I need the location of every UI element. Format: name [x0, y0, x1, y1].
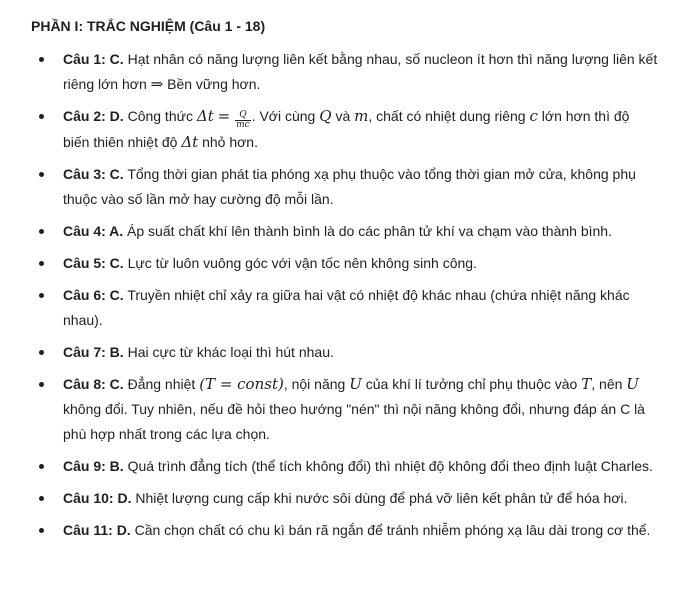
answer-list — [31, 47, 659, 543]
answer-text: Hạt nhân có năng lượng liên kết bằng nhau, số nucleon ít hơn thì năng lượng liên kết riêng lớn hơn — [63, 51, 658, 92]
answer-item-2 — [31, 104, 659, 155]
answer-text: , chất có nhiệt dung riêng — [368, 108, 526, 124]
answer-text: . Với cùng — [251, 108, 316, 124]
answer-label: Câu 9: B. — [63, 458, 124, 474]
bullet-icon — [39, 57, 44, 62]
answer-text: nhỏ hơn. — [202, 134, 258, 150]
bullet-icon — [39, 350, 44, 355]
bullet-icon — [39, 172, 44, 177]
answer-item-7 — [31, 340, 659, 365]
answer-text: và — [335, 108, 351, 124]
bullet-icon — [39, 382, 44, 387]
math-delta-t: Δt — [196, 107, 214, 125]
answer-text: , nên — [591, 376, 623, 392]
answer-text: Lực từ luôn vuông góc với vận tốc nên không sinh công. — [127, 255, 477, 271]
bullet-icon — [39, 293, 44, 298]
bullet-icon — [39, 464, 44, 469]
answer-label: Câu 8: C. — [63, 376, 124, 392]
answer-item-6 — [31, 283, 659, 333]
fraction-numerator: Q — [235, 111, 251, 121]
bullet-icon — [39, 528, 44, 533]
answer-label: Câu 7: B. — [63, 344, 124, 360]
answer-text: Áp suất chất khí lên thành bình là do các phân tử khí va chạm vào thành bình. — [127, 223, 612, 239]
answer-item-5 — [31, 251, 659, 276]
answer-text: Nhiệt lượng cung cấp khi nước sôi dùng để phá vỡ liên kết phân tử để hóa hơi. — [135, 490, 628, 506]
section-heading: PHẦN I: TRẮC NGHIỆM (Câu 1 - 18) — [31, 18, 266, 34]
math-fraction — [235, 111, 251, 130]
math-equals: = — [217, 107, 231, 125]
answer-item-10 — [31, 486, 659, 511]
answer-text: Đẳng nhiệt — [127, 376, 196, 392]
implies-arrow: ⇒ — [150, 75, 164, 93]
answer-text: Tổng thời gian phát tia phóng xạ phụ thuộc vào tổng thời gian mở cửa, không phụ thuộc vào số lần mở hay cường độ mỗi lần. — [63, 166, 636, 207]
math-q: Q — [319, 107, 332, 125]
answer-label: Câu 4: A. — [63, 223, 124, 239]
answer-label: Câu 6: C. — [63, 287, 124, 303]
answer-item-9 — [31, 454, 659, 479]
answer-item-11 — [31, 518, 659, 543]
answer-text: Công thức — [127, 108, 193, 124]
bullet-icon — [39, 229, 44, 234]
answer-item-1 — [31, 47, 659, 97]
answer-item-4 — [31, 219, 659, 244]
answer-label: Câu 1: C. — [63, 51, 124, 67]
bullet-icon — [39, 496, 44, 501]
answer-label: Câu 3: C. — [63, 166, 124, 182]
math-u: U — [626, 375, 639, 393]
math-u: U — [349, 375, 362, 393]
math-t: T — [581, 375, 592, 393]
answer-label: Câu 10: D. — [63, 490, 132, 506]
answer-text-tail: Bền vững hơn. — [167, 76, 261, 92]
math-m: m — [354, 107, 369, 125]
answer-label: Câu 11: D. — [63, 522, 131, 538]
answer-text: lớn hơn thì độ biến thiên nhiệt độ — [63, 108, 630, 150]
answer-text: Quá trình đẳng tích (thể tích không đổi) thì nhiệt độ không đổi theo định luật Charles. — [127, 458, 653, 474]
fraction-denominator: mc — [236, 120, 250, 130]
answer-text: Truyền nhiệt chỉ xảy ra giữa hai vật có nhiệt độ khác nhau (chứa nhiệt năng khác nhau). — [63, 287, 630, 328]
answer-item-3 — [31, 162, 659, 212]
bullet-icon — [39, 261, 44, 266]
answer-label: Câu 5: C. — [63, 255, 124, 271]
math-delta-t: Δt — [181, 133, 199, 151]
answer-text: Cần chọn chất có chu kì bán rã ngắn để tránh nhiễm phóng xạ lâu dài trong cơ thể. — [134, 522, 651, 538]
answer-text: Hai cực từ khác loại thì hút nhau. — [127, 344, 334, 360]
math-formula: (T = const) — [199, 375, 284, 393]
bullet-icon — [39, 114, 44, 119]
answer-label: Câu 2: D. — [63, 108, 124, 124]
math-c: c — [529, 107, 538, 125]
answer-text: , nội năng — [283, 376, 346, 392]
answer-item-8 — [31, 372, 659, 447]
answer-text: không đổi. Tuy nhiên, nếu đề hỏi theo hướng "nén" thì nội năng không đổi, nhưng đáp án C là phù hợp nhất trong các lựa chọn. — [63, 401, 645, 442]
answer-text: của khí lí tưởng chỉ phụ thuộc vào — [365, 376, 578, 392]
